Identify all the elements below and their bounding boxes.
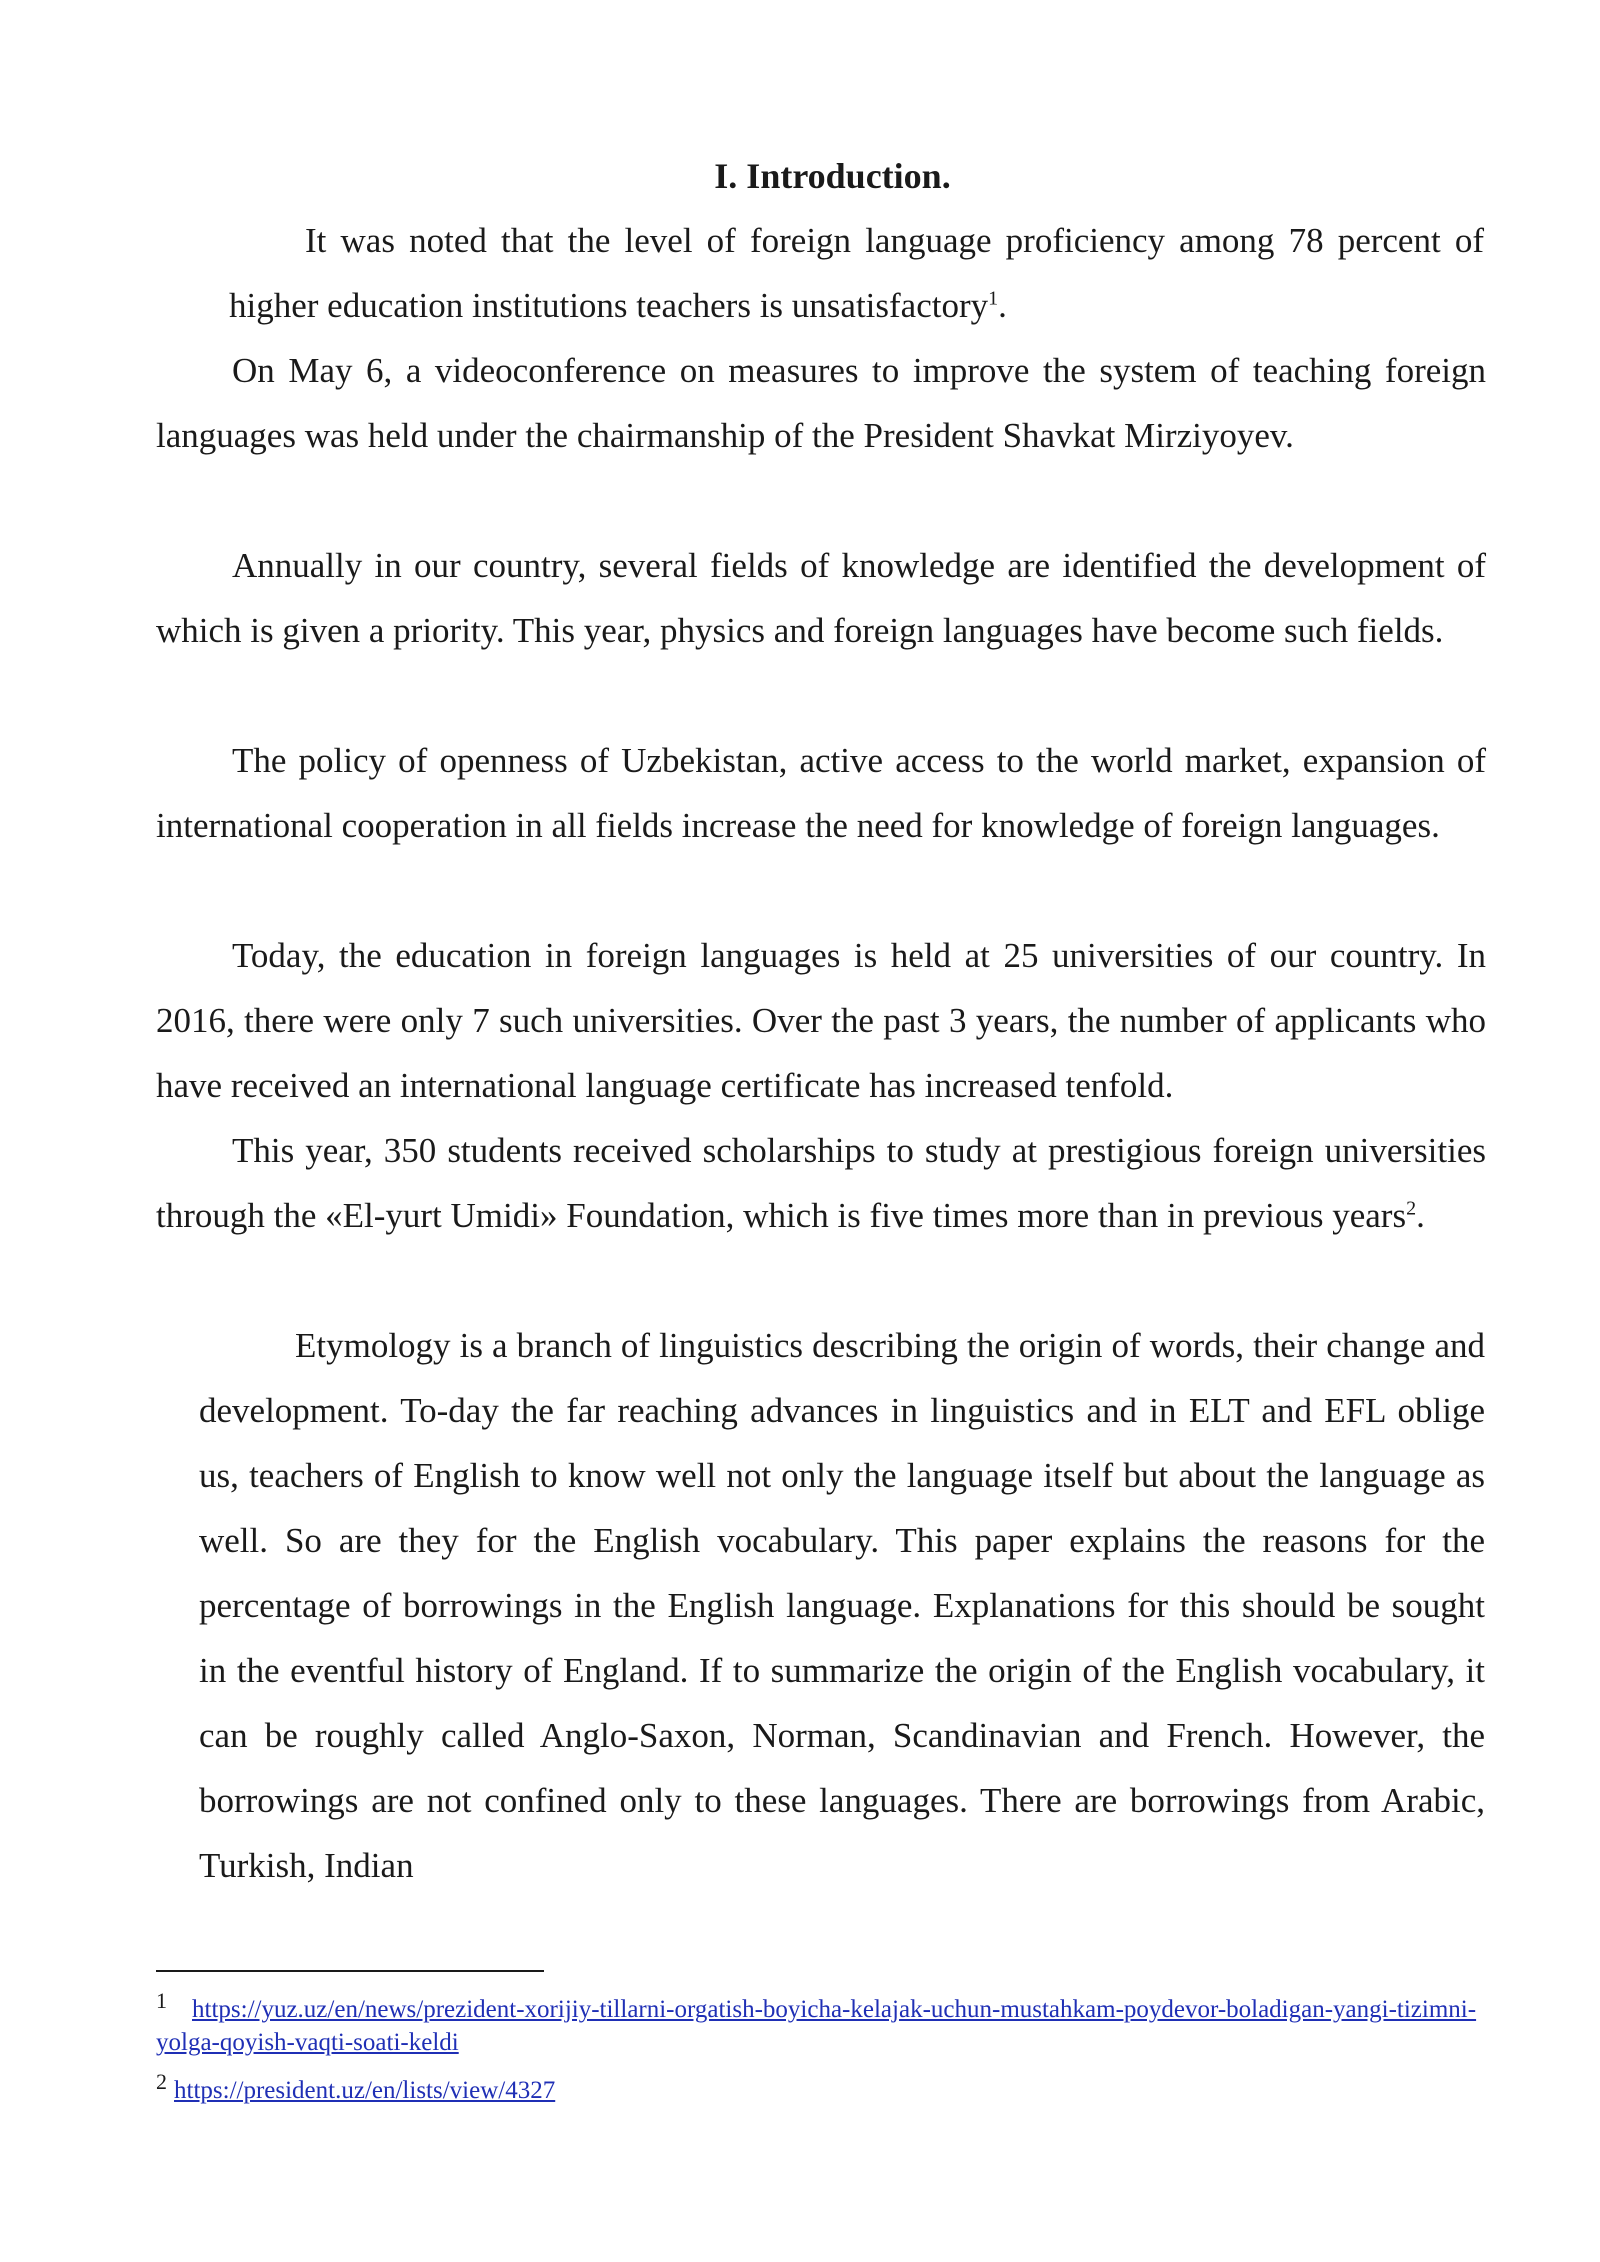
footnote-2: 2 https://president.uz/en/lists/view/4327: [156, 2068, 556, 2104]
paragraph-1: [229, 208, 1484, 338]
paragraph-6-tail: .: [1416, 1196, 1425, 1235]
footnote-ref-1[interactable]: 1: [988, 287, 999, 310]
footnote-1: 1 https://yuz.uz/en/news/prezident-xorijiy-tillarni-orgatish-boyicha-kelajak-uchun-mustahkam-poydevor-boladigan-yangi-tizimni-yolga-qoyish-vaqti-soati-keldi: [156, 1987, 1477, 2056]
footnote-ref-2[interactable]: 2: [1406, 1197, 1417, 1220]
footnote-2-link[interactable]: https://president.uz/en/lists/view/4327: [174, 2077, 556, 2104]
paragraph-1-text: It was noted that the level of foreign language proficiency among 78 percent of higher education institutions teachers is unsatisfactory: [229, 221, 1484, 325]
paragraph-6-text: This year, 350 students received scholarships to study at prestigious foreign universities through the «El-yurt Umidi» Foundation, which is five times more than in previous years: [156, 1131, 1486, 1235]
section-heading: I. Introduction.: [714, 156, 951, 196]
paragraph-7: Etymology is a branch of linguistics describing the origin of words, their change and development. To-day the far reaching advances in linguistics and in ELT and EFL oblige us, teachers of English to know well not only the language itself but about the language as well. So are they for the English vocabulary. This paper explains the reasons for the percentage of borrowings in the English language. Explanations for this should be sought in the eventful history of England. If to summarize the origin of the English vocabulary, it can be roughly called Anglo-Saxon, Norman, Scandinavian and French. However, the borrowings are not confined only to these languages. There are borrowings from Arabic, Turkish, Indian: [199, 1326, 1485, 1885]
paragraph-2: On May 6, a videoconference on measures to improve the system of teaching foreign languages was held under the chairmanship of the President Shavkat Mirziyoyev.: [156, 351, 1486, 455]
footnote-1-link[interactable]: https://yuz.uz/en/news/prezident-xorijiy-tillarni-orgatish-boyicha-kelajak-uchun-mustahkam-poydevor-boladigan-yangi-tizimni-yolga-qoyish-vaqti-soati-keldi: [156, 1996, 1477, 2056]
paragraph-1-tail: .: [998, 286, 1007, 325]
paragraph-4: The policy of openness of Uzbekistan, active access to the world market, expansion of international cooperation in all fields increase the need for knowledge of foreign languages.: [156, 741, 1486, 845]
paragraph-3: Annually in our country, several fields of knowledge are identified the development of which is given a priority. This year, physics and foreign languages have become such fields.: [156, 546, 1486, 650]
paragraph-5: Today, the education in foreign languages is held at 25 universities of our country. In 2016, there were only 7 such universities. Over the past 3 years, the number of applicants who have received an international language certificate has increased tenfold.: [156, 936, 1486, 1105]
paragraph-6: [156, 1118, 1486, 1248]
footnote-separator: [156, 1970, 544, 1972]
